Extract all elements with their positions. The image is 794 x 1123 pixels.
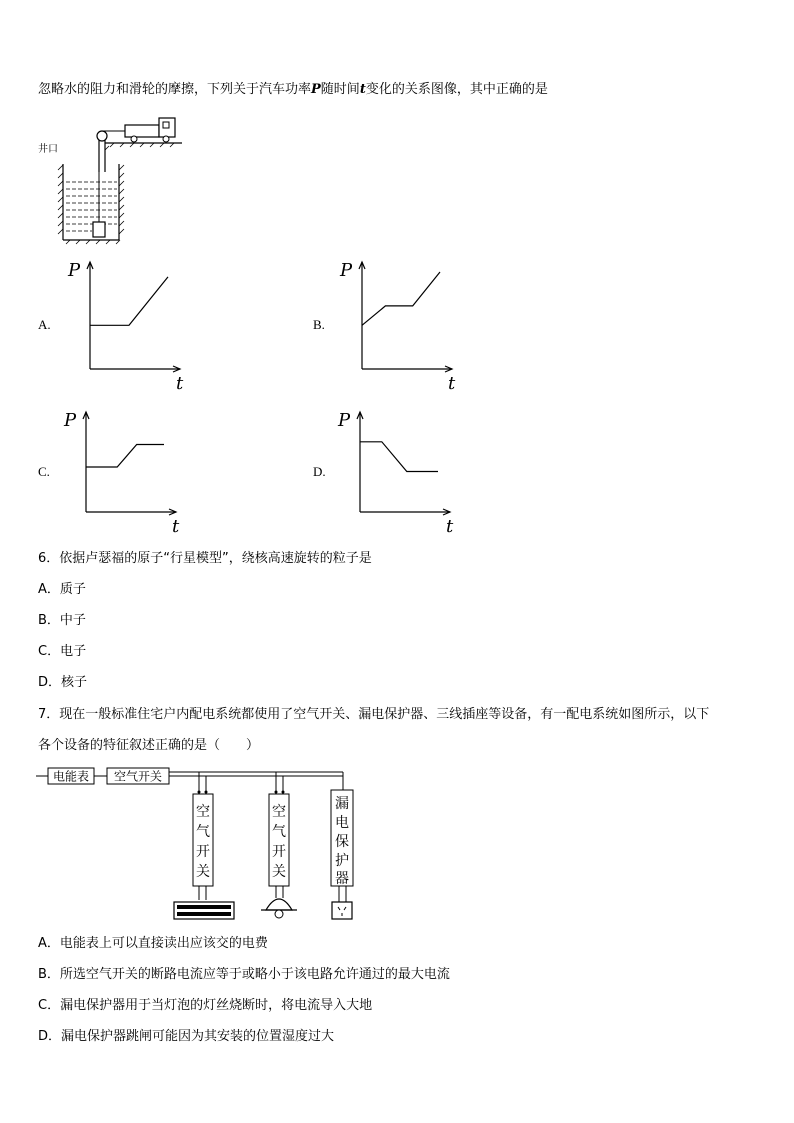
q6-option-c[interactable]: C．电子 bbox=[38, 644, 87, 659]
branch3-label-4: 护 bbox=[335, 853, 349, 869]
meter-label: 电能表 bbox=[52, 769, 90, 784]
branch1-label-3: 开 bbox=[196, 844, 210, 860]
y-axis-label: P bbox=[340, 260, 353, 281]
x-axis-label: t bbox=[446, 516, 454, 534]
q6-option-a[interactable]: A．质子 bbox=[38, 582, 86, 597]
y-axis-label: P bbox=[64, 410, 77, 431]
socket-icon bbox=[332, 902, 352, 919]
branch1-label-1: 空 bbox=[196, 804, 210, 820]
p-t-curve-b bbox=[362, 272, 440, 325]
branch2-label-1: 空 bbox=[272, 804, 286, 820]
branch1-label-2: 气 bbox=[196, 824, 210, 840]
option-d-label[interactable]: D. bbox=[313, 464, 326, 479]
branch3-label-1: 漏 bbox=[335, 796, 349, 812]
q5-stem-text-3: 变化的关系图像，其中正确的是 bbox=[365, 82, 548, 97]
x-axis-label: t bbox=[172, 516, 180, 534]
p-t-curve-a bbox=[90, 277, 168, 325]
p-t-curve-d bbox=[360, 442, 438, 472]
q5-stem-text-2: 随时间 bbox=[320, 82, 360, 97]
branch3-label-3: 保 bbox=[335, 834, 349, 850]
branch2-label-3: 开 bbox=[272, 844, 286, 860]
q5-stem-text-1: 忽略水的阻力和滑轮的摩擦，下列关于汽车功率 bbox=[38, 82, 312, 97]
option-a-label[interactable]: A. bbox=[38, 317, 51, 332]
branch2-label-4: 关 bbox=[272, 864, 286, 880]
lamp-icon bbox=[266, 899, 292, 910]
q7-stem-line1: 7．现在一般标准住宅户内配电系统都使用了空气开关、漏电保护器、三线插座等设备，有一配电系统如图所示，以下 bbox=[38, 707, 710, 722]
chart-option-b bbox=[332, 256, 472, 391]
q7-stem-line2: 各个设备的特征叙述正确的是（ ） bbox=[38, 738, 260, 753]
heater-icon bbox=[174, 902, 234, 919]
chart-option-a bbox=[60, 256, 200, 391]
well-truck-figure bbox=[30, 112, 190, 247]
branch2-label-2: 气 bbox=[272, 824, 286, 840]
x-axis-label: t bbox=[448, 373, 456, 391]
y-axis-label: P bbox=[68, 260, 81, 281]
q6-option-d[interactable]: D．核子 bbox=[38, 675, 88, 690]
q5-var-p: P bbox=[311, 82, 321, 97]
distribution-diagram bbox=[36, 764, 366, 926]
q5-var-t: t bbox=[359, 82, 366, 97]
q6-stem: 6．依据卢瑟福的原子“行星模型”，绕核高速旋转的粒子是 bbox=[38, 551, 372, 566]
x-axis-label: t bbox=[176, 373, 184, 391]
q7-option-d[interactable]: D．漏电保护器跳闸可能因为其安装的位置湿度过大 bbox=[38, 1029, 335, 1044]
chart-option-c bbox=[56, 406, 196, 534]
branch3-label-5: 器 bbox=[335, 871, 349, 887]
q7-option-a[interactable]: A．电能表上可以直接读出应该交的电费 bbox=[38, 936, 268, 951]
branch1-label-4: 关 bbox=[196, 864, 210, 880]
q5-stem bbox=[38, 81, 548, 99]
option-b-label[interactable]: B. bbox=[313, 317, 325, 332]
chart-option-d bbox=[330, 406, 470, 534]
well-label: 井口 bbox=[38, 144, 58, 155]
main-switch-label: 空气开关 bbox=[113, 769, 163, 784]
y-axis-label: P bbox=[338, 410, 351, 431]
q7-option-c[interactable]: C．漏电保护器用于当灯泡的灯丝烧断时，将电流导入大地 bbox=[38, 998, 373, 1013]
q6-option-b[interactable]: B．中子 bbox=[38, 613, 86, 628]
q7-option-b[interactable]: B．所选空气开关的断路电流应等于或略小于该电路允许通过的最大电流 bbox=[38, 967, 450, 982]
option-c-label[interactable]: C. bbox=[38, 464, 50, 479]
branch3-label-2: 电 bbox=[335, 815, 349, 831]
p-t-curve-c bbox=[86, 445, 164, 468]
